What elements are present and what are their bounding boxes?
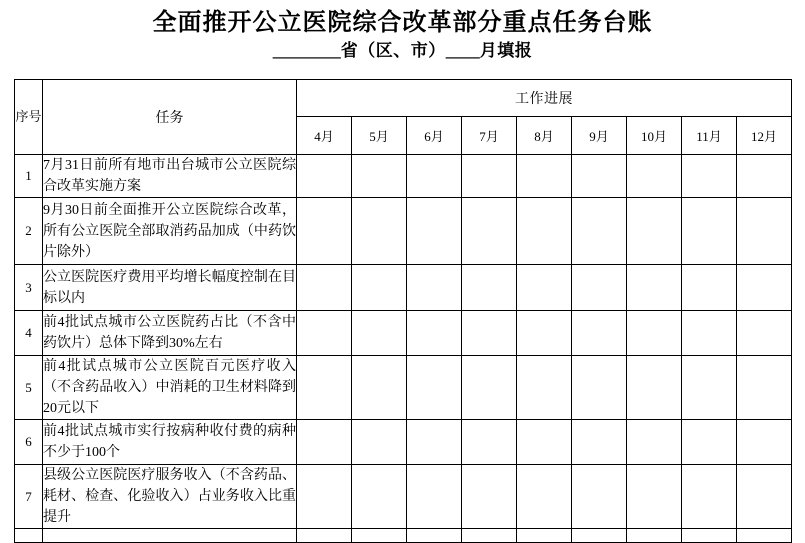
- progress-cell: [297, 198, 352, 265]
- progress-cell: [627, 420, 682, 465]
- month-blank: ____: [445, 41, 480, 60]
- progress-cell: [297, 465, 352, 529]
- progress-cell: [627, 265, 682, 311]
- task-cell: 公立医院医疗费用平均增长幅度控制在目标以内: [43, 265, 297, 311]
- header-month-8: 8月: [517, 117, 572, 155]
- header-month-10: 10月: [627, 117, 682, 155]
- progress-cell: [462, 529, 517, 543]
- progress-cell: [297, 356, 352, 420]
- task-cell: [43, 529, 297, 543]
- progress-cell: [352, 420, 407, 465]
- progress-cell: [297, 155, 352, 198]
- progress-cell: [462, 265, 517, 311]
- progress-cell: [682, 420, 737, 465]
- row-index: 4: [15, 311, 43, 356]
- task-cell: 前4批试点城市实行按病种收付费的病种不少于100个: [43, 420, 297, 465]
- province-blank: ________: [272, 41, 341, 60]
- header-month-6: 6月: [407, 117, 462, 155]
- progress-cell: [462, 356, 517, 420]
- progress-cell: [627, 356, 682, 420]
- header-progress: 工作进展: [297, 80, 792, 117]
- progress-cell: [572, 465, 627, 529]
- progress-cell: [682, 155, 737, 198]
- table-row: [15, 155, 792, 198]
- table-row: [15, 420, 792, 465]
- task-cell: 县级公立医院医疗服务收入（不含药品、耗材、检查、化验收入）占业务收入比重提升: [43, 465, 297, 529]
- progress-cell: [297, 529, 352, 543]
- table-row: [15, 465, 792, 529]
- header-month-5: 5月: [352, 117, 407, 155]
- progress-cell: [517, 311, 572, 356]
- progress-cell: [627, 311, 682, 356]
- table-row: [15, 311, 792, 356]
- progress-cell: [407, 529, 462, 543]
- progress-cell: [682, 356, 737, 420]
- progress-cell: [352, 356, 407, 420]
- progress-cell: [517, 465, 572, 529]
- row-index: [15, 529, 43, 543]
- report-suffix-label: 月填报: [479, 41, 533, 60]
- progress-cell: [572, 155, 627, 198]
- row-index: 2: [15, 198, 43, 265]
- province-label: 省（区、市）: [340, 41, 446, 60]
- table-row: [15, 356, 792, 420]
- header-month-4: 4月: [297, 117, 352, 155]
- progress-cell: [572, 529, 627, 543]
- progress-cell: [572, 356, 627, 420]
- progress-cell: [352, 465, 407, 529]
- table-row: [15, 198, 792, 265]
- progress-cell: [352, 529, 407, 543]
- progress-cell: [517, 529, 572, 543]
- progress-cell: [572, 311, 627, 356]
- progress-cell: [737, 311, 792, 356]
- header-month-9: 9月: [572, 117, 627, 155]
- header-month-11: 11月: [682, 117, 737, 155]
- progress-cell: [517, 356, 572, 420]
- progress-cell: [737, 420, 792, 465]
- document-subtitle: [0, 40, 805, 62]
- progress-cell: [407, 198, 462, 265]
- progress-cell: [737, 155, 792, 198]
- progress-cell: [352, 155, 407, 198]
- progress-cell: [627, 198, 682, 265]
- header-month-7: 7月: [462, 117, 517, 155]
- progress-cell: [352, 311, 407, 356]
- progress-cell: [407, 356, 462, 420]
- progress-cell: [572, 265, 627, 311]
- task-ledger-table: [14, 79, 792, 543]
- progress-cell: [737, 265, 792, 311]
- progress-cell: [737, 356, 792, 420]
- header-task: 任务: [43, 80, 297, 155]
- progress-cell: [297, 265, 352, 311]
- row-index: 6: [15, 420, 43, 465]
- progress-cell: [462, 465, 517, 529]
- document-title: 全面推开公立医院综合改革部分重点任务台账: [152, 9, 653, 36]
- progress-cell: [627, 465, 682, 529]
- progress-cell: [517, 265, 572, 311]
- row-index: 1: [15, 155, 43, 198]
- task-cell: 9月30日前全面推开公立医院综合改革，所有公立医院全部取消药品加成（中药饮片除外）: [43, 198, 297, 265]
- progress-cell: [572, 198, 627, 265]
- task-cell: 7月31日前所有地市出台城市公立医院综合改革实施方案: [43, 155, 297, 198]
- table-row: [15, 265, 792, 311]
- progress-cell: [462, 198, 517, 265]
- progress-cell: [407, 311, 462, 356]
- progress-cell: [682, 465, 737, 529]
- progress-cell: [352, 198, 407, 265]
- progress-cell: [627, 155, 682, 198]
- progress-cell: [517, 155, 572, 198]
- progress-cell: [627, 529, 682, 543]
- progress-cell: [407, 155, 462, 198]
- progress-cell: [682, 265, 737, 311]
- progress-cell: [407, 465, 462, 529]
- progress-cell: [297, 311, 352, 356]
- header-month-12: 12月: [737, 117, 792, 155]
- progress-cell: [737, 465, 792, 529]
- progress-cell: [737, 529, 792, 543]
- progress-cell: [682, 529, 737, 543]
- progress-cell: [462, 420, 517, 465]
- table-row-partial: [15, 529, 792, 543]
- task-cell: 前4批试点城市公立医院百元医疗收入（不含药品收入）中消耗的卫生材料降到20元以下: [43, 356, 297, 420]
- progress-cell: [407, 420, 462, 465]
- progress-cell: [352, 265, 407, 311]
- header-index: 序号: [15, 80, 43, 155]
- progress-cell: [517, 198, 572, 265]
- progress-cell: [407, 265, 462, 311]
- row-index: 7: [15, 465, 43, 529]
- progress-cell: [682, 198, 737, 265]
- progress-cell: [682, 311, 737, 356]
- row-index: 5: [15, 356, 43, 420]
- task-cell: 前4批试点城市公立医院药占比（不含中药饮片）总体下降到30%左右: [43, 311, 297, 356]
- progress-cell: [572, 420, 627, 465]
- row-index: 3: [15, 265, 43, 311]
- progress-cell: [462, 155, 517, 198]
- header-row-top: [15, 80, 792, 117]
- document-page: [0, 9, 805, 525]
- progress-cell: [462, 311, 517, 356]
- progress-cell: [737, 198, 792, 265]
- progress-cell: [297, 420, 352, 465]
- progress-cell: [517, 420, 572, 465]
